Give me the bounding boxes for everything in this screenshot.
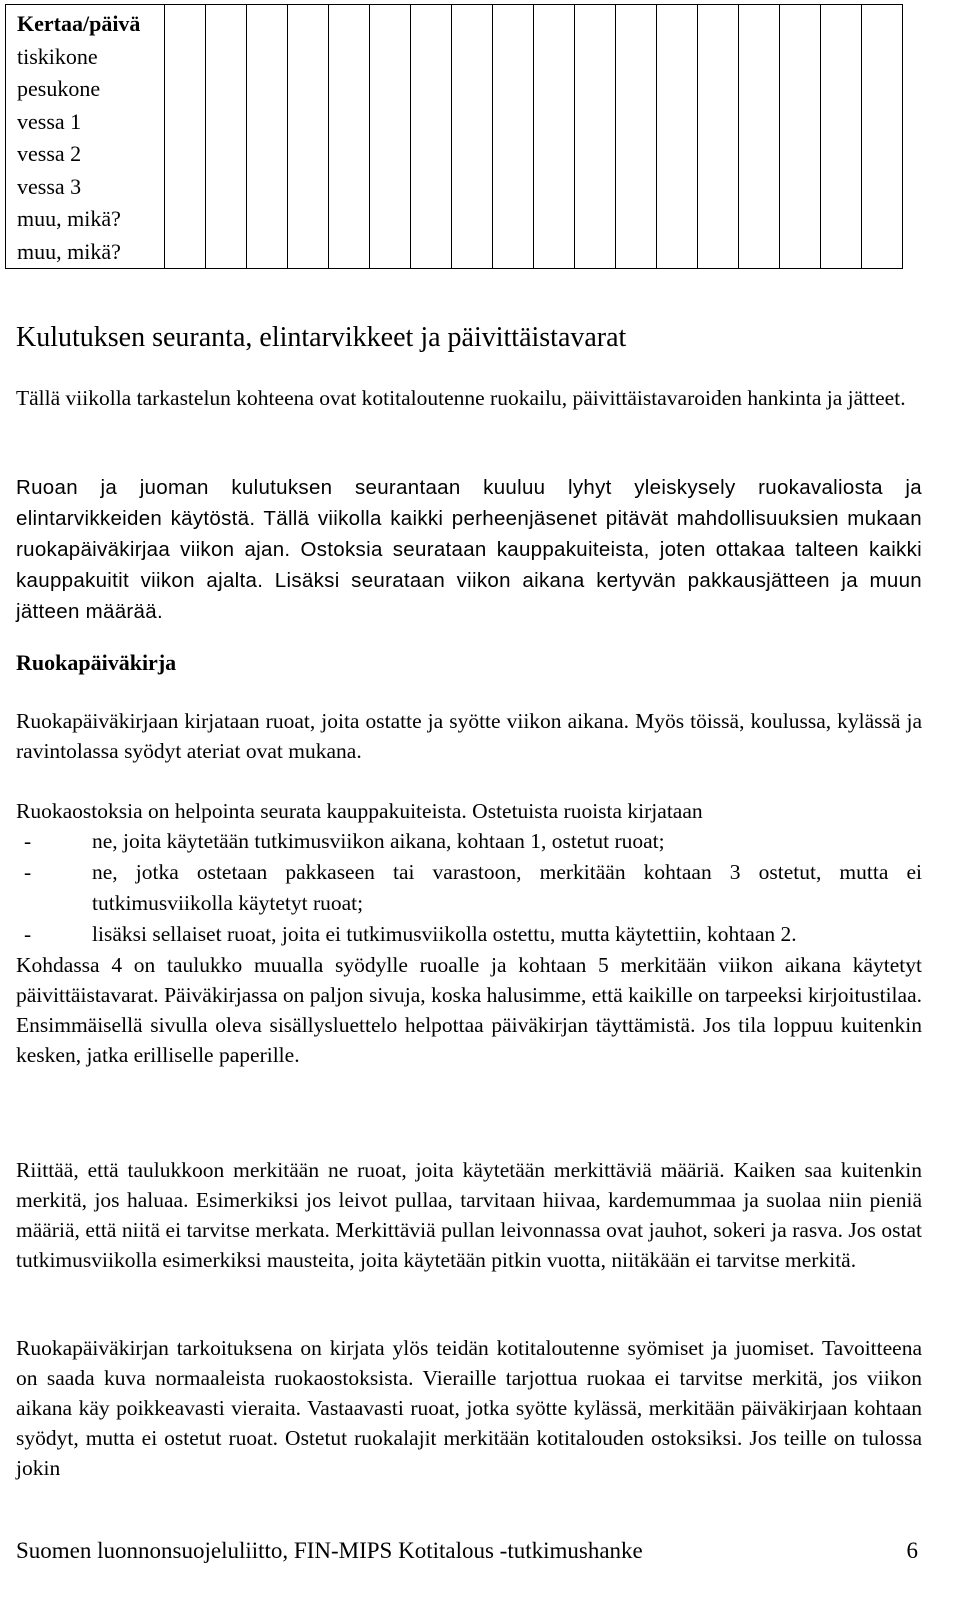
purpose-block xyxy=(16,1333,922,1483)
purchases-intro: Ruokaostoksia on helpointa seurata kauppakuiteista. Ostetuista ruoista kirjataan xyxy=(16,799,703,823)
entry-cell[interactable] xyxy=(657,5,698,269)
row-label-toilet-1: vessa 1 xyxy=(17,108,82,134)
table-header-label: Kertaa/päivä xyxy=(17,11,141,36)
entry-cell[interactable] xyxy=(411,5,452,269)
entry-cell[interactable] xyxy=(616,5,657,269)
list-item-text: ne, jotka ostetaan pakkaseen tai varastoon, merkitään kohtaan 3 ostetut, mutta ei tutkimusviikolla käytetyt ruoat; xyxy=(92,860,922,915)
row-label-toilet-3: vessa 3 xyxy=(17,173,82,199)
entry-cell[interactable] xyxy=(329,5,370,269)
entry-cell[interactable] xyxy=(821,5,862,269)
entry-cell[interactable] xyxy=(493,5,534,269)
table-row xyxy=(6,5,903,269)
purchase-rules-list xyxy=(16,826,922,950)
diary-intro: Ruokapäiväkirjaan kirjataan ruoat, joita ostatte ja syötte viikon aikana. Myös töissä, koulussa, kylässä ja ravintolassa syödyt ateriat ovat mukana. xyxy=(16,709,922,763)
overview-sentence-4: Lisäksi seurataan viikon aikana kertyvän pakkausjätteen ja muun jätteen määrää. xyxy=(16,569,922,623)
significance-block xyxy=(16,1155,922,1275)
overview-sentence-3: Ostoksia seurataan kauppakuiteista, joten ottakaa talteen kaikki kauppakuitit viikon ajalta. xyxy=(16,538,923,592)
entry-cell[interactable] xyxy=(534,5,575,269)
sections-paragraph: Kohdassa 4 on taulukko muualla syödylle ruoalle ja kohtaan 5 merkitään viikon aikana käytetyt päivittäistavarat. Päiväkirjassa on paljon sivuja, koska halusimme, että kaikille on tarpeeksi kirjoitustilaa. Ensimmäisellä sivulla oleva sisällysluettelo helpottaa päiväkirjan täyttämistä. Jos tila loppuu kuitenkin kesken, jatka erilliselle paperille. xyxy=(16,953,922,1067)
entry-cell[interactable] xyxy=(575,5,616,269)
list-item xyxy=(16,826,922,857)
entry-cell[interactable] xyxy=(739,5,780,269)
footer-text: Suomen luonnonsuojeluliitto, FIN-MIPS Kotitalous -tutkimushanke xyxy=(16,1538,643,1563)
significance-paragraph: Riittää, että taulukkoon merkitään ne ruoat, joita käytetään merkittäviä määriä. Kaiken saa kuitenkin merkitä, jos haluaa. Esimerkiksi jos leivot pullaa, tarvitaan hiivaa, kardemummaa ja suolaa niin pieniä määriä, että niitä ei tarvitse merkata. Merkittäviä pullan leivonnassa ovat jauhot, sokeri ja rasva. Jos ostat tutkimusviikolla esimerkiksi mausteita, joita käytetään pitkin vuotta, niitäkään ei tarvitse merkitä. xyxy=(16,1158,922,1272)
row-label-other-2: muu, mikä? xyxy=(17,238,121,264)
overview-sentence-1: Ruoan ja juoman kulutuksen seurantaan kuuluu lyhyt yleiskysely ruokavaliosta ja elintarvikkeiden käytöstä. xyxy=(16,476,922,530)
section-title: Kulutuksen seuranta, elintarvikkeet ja päivittäistavarat xyxy=(16,322,627,353)
section-intro: Tällä viikolla tarkastelun kohteena ovat kotitaloutenne ruokailu, päivittäistavaroiden hankinta ja jätteet. xyxy=(16,386,906,410)
row-label-washing-machine: pesukone xyxy=(17,76,101,101)
entry-cell[interactable] xyxy=(452,5,493,269)
page-footer xyxy=(16,1538,918,1564)
entry-cell[interactable] xyxy=(780,5,821,269)
entry-cell[interactable] xyxy=(247,5,288,269)
entry-cell[interactable] xyxy=(862,5,903,269)
purpose-paragraph: Ruokapäiväkirjan tarkoituksena on kirjata ylös teidän kotitaloutenne syömiset ja juomiset. Tavoitteena on saada kuva normaaleista ruokaostoksista. Vieraille tarjottua ruokaa ei tarvitse merkitä, jos viikon aikana käy poikkeavasti vieraita. Vastaavasti ruoat, jotka syötte kylässä, merkitään päiväkirjaan kohtaan syödyt, mutta ei ostetut ruoat. Ostetut ruokalajit merkitään kotitalouden ostoksiksi. Jos teille on tulossa jokin xyxy=(16,1336,922,1480)
section-intro-block xyxy=(16,383,922,413)
entry-cell[interactable] xyxy=(370,5,411,269)
list-item-text: ne, joita käytetään tutkimusviikon aikana, kohtaan 1, ostetut ruoat; xyxy=(92,829,665,853)
row-label-dishwasher: tiskikone xyxy=(17,43,98,69)
diary-intro-block xyxy=(16,706,922,766)
appliance-label-cell xyxy=(6,5,165,269)
page-number: 6 xyxy=(906,1538,918,1563)
dash-bullet: - xyxy=(24,922,32,946)
row-label-other-1: muu, mikä? xyxy=(17,206,121,231)
entry-cell[interactable] xyxy=(206,5,247,269)
overview-sentence-2: Tällä viikolla kaikki perheenjäsenet pitävät mahdollisuuksien mukaan ruokapäiväkirjaa viikon ajan. xyxy=(16,507,922,561)
overview-block xyxy=(16,472,922,627)
entry-cell[interactable] xyxy=(288,5,329,269)
list-item xyxy=(16,857,922,919)
overview-paragraph xyxy=(16,472,922,627)
entry-cell[interactable] xyxy=(165,5,206,269)
row-label-toilet-2: vessa 2 xyxy=(17,141,82,166)
list-item-text: lisäksi sellaiset ruoat, joita ei tutkimusviikolla ostettu, mutta käytettiin, kohtaan 2. xyxy=(92,922,797,946)
list-item xyxy=(16,919,922,950)
dash-bullet: - xyxy=(24,829,32,853)
purchases-block xyxy=(16,796,922,1070)
entry-cell[interactable] xyxy=(698,5,739,269)
diary-title: Ruokapäiväkirja xyxy=(16,650,177,675)
frequency-table xyxy=(5,4,903,269)
dash-bullet: - xyxy=(24,860,32,884)
